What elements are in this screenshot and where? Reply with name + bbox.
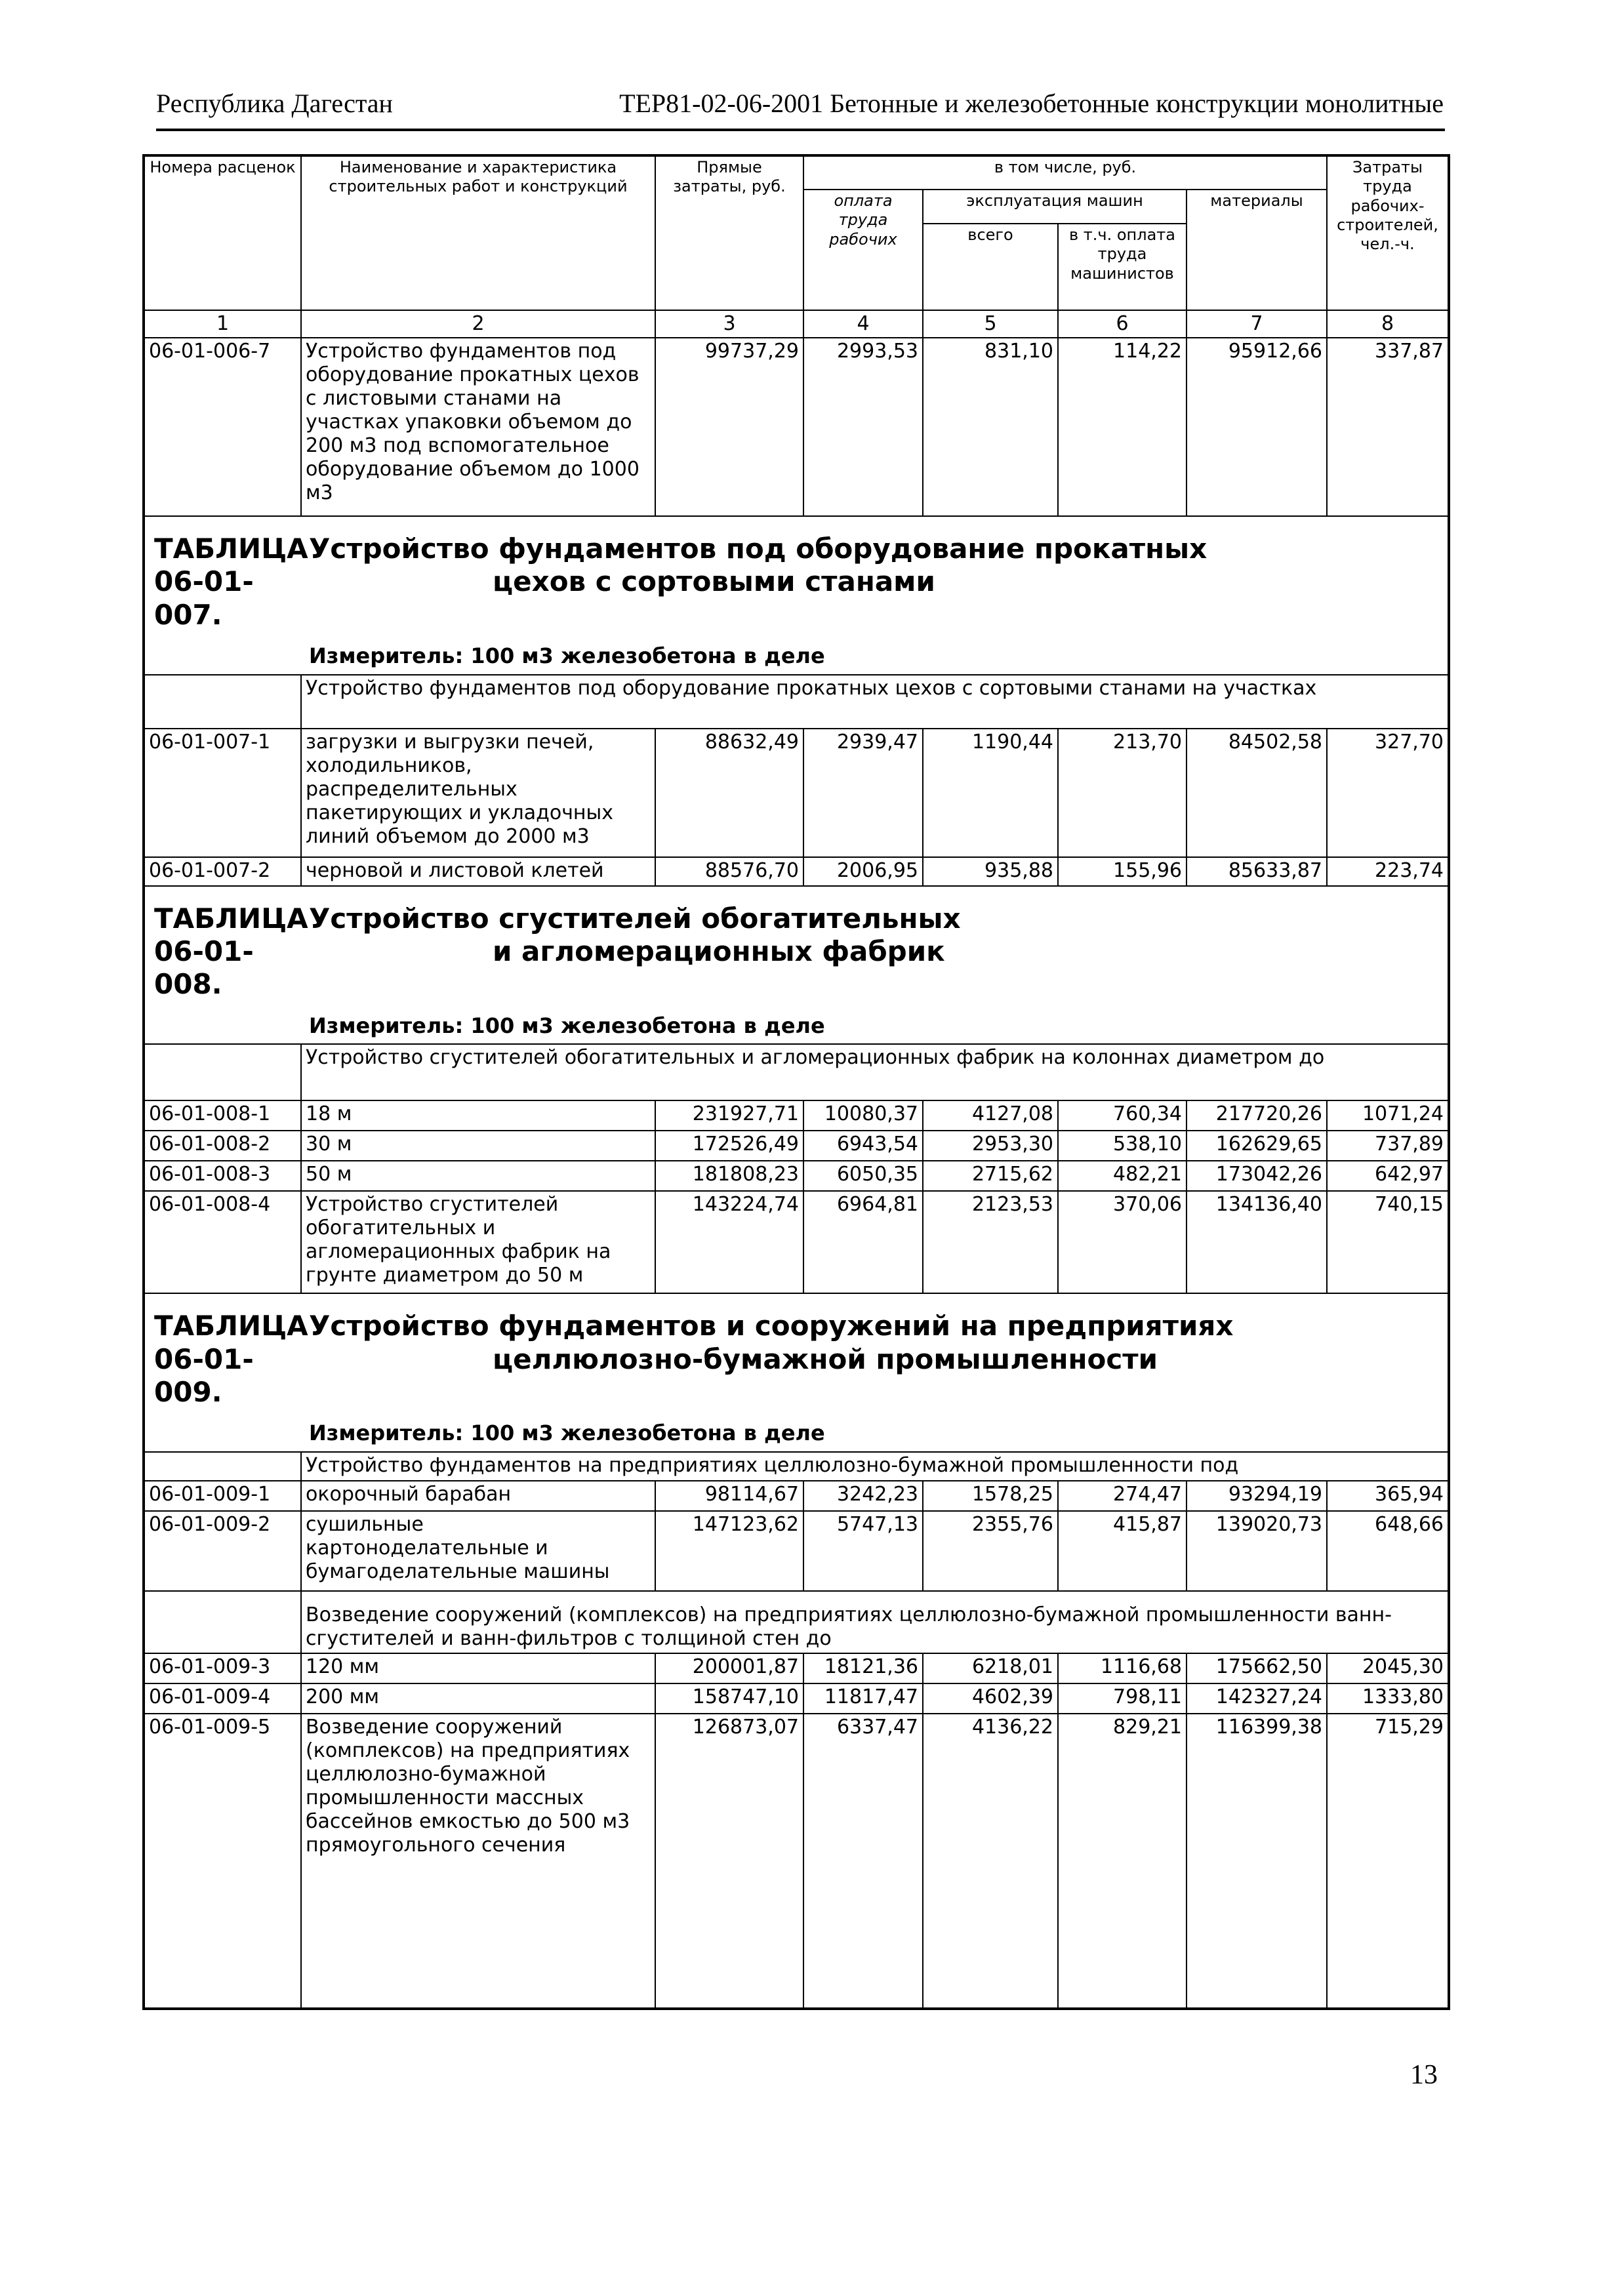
materials-cost: 173042,26 [1187, 1161, 1327, 1191]
direct-cost: 172526,49 [655, 1131, 803, 1161]
rate-code: 06-01-009-3 [144, 1653, 301, 1683]
rate-code: 06-01-008-2 [144, 1131, 301, 1161]
table-row [144, 857, 1449, 886]
rate-name: сушильные картоноделательные и бумагоделательные машины [301, 1511, 655, 1591]
column-number-row [144, 310, 1449, 338]
labor-hours: 648,66 [1327, 1511, 1449, 1591]
machinist-wages: 415,87 [1058, 1511, 1187, 1591]
direct-cost: 147123,62 [655, 1511, 803, 1591]
page-number: 13 [1410, 2060, 1438, 2090]
machine-total: 6218,01 [923, 1653, 1058, 1683]
rate-name: 30 м [301, 1131, 655, 1161]
section-label: ТАБЛИЦА 06-01-008. [154, 902, 308, 1001]
machinist-wages: 482,21 [1058, 1161, 1187, 1191]
machine-total: 2123,53 [923, 1191, 1058, 1293]
machinist-wages: 798,11 [1058, 1683, 1187, 1714]
col-header-wages: оплата труда рабочих [803, 190, 923, 310]
col-header-materials: материалы [1187, 190, 1327, 310]
table-row [144, 1714, 1449, 1884]
subheading: Возведение сооружений (комплексов) на предприятиях целлюлозно-бумажной промышленности ванн-сгустителей и ванн-фильтров с толщиной стен до [301, 1591, 1449, 1653]
rate-name: 200 мм [301, 1683, 655, 1714]
section-measure: Измеритель: 100 м3 железобетона в деле [309, 1013, 825, 1038]
subheading: Устройство фундаментов под оборудование прокатных цехов с сортовыми станами на участках [301, 675, 1449, 729]
section-title-line1: Устройство фундаментов под оборудование прокатных [309, 533, 1207, 565]
rate-code: 06-01-008-4 [144, 1191, 301, 1293]
materials-cost: 116399,38 [1187, 1714, 1327, 1884]
header-rule [156, 129, 1445, 131]
section-measure: Измеритель: 100 м3 железобетона в деле [309, 643, 825, 669]
labor-hours: 740,15 [1327, 1191, 1449, 1293]
table-row [144, 1653, 1449, 1683]
machine-total: 2953,30 [923, 1131, 1058, 1161]
rate-code: 06-01-007-2 [144, 857, 301, 886]
worker-wages: 5747,13 [803, 1511, 923, 1591]
labor-hours: 1333,80 [1327, 1683, 1449, 1714]
rate-name: 120 мм [301, 1653, 655, 1683]
worker-wages: 11817,47 [803, 1683, 923, 1714]
subheading-row [144, 1591, 1449, 1653]
col-header-mach-total: всего [923, 224, 1058, 310]
col-number: 4 [803, 310, 923, 338]
col-header-incl: в том числе, руб. [803, 155, 1327, 190]
col-header-direct: Прямые затраты, руб. [655, 155, 803, 310]
direct-cost: 200001,87 [655, 1653, 803, 1683]
section-label: ТАБЛИЦА 06-01-007. [154, 533, 308, 631]
col-number: 7 [1187, 310, 1327, 338]
worker-wages: 6337,47 [803, 1714, 923, 1884]
direct-cost: 181808,23 [655, 1161, 803, 1191]
labor-hours: 715,29 [1327, 1714, 1449, 1884]
machine-total: 1578,25 [923, 1481, 1058, 1511]
table-row [144, 1161, 1449, 1191]
machinist-wages: 760,34 [1058, 1100, 1187, 1131]
rate-name: 50 м [301, 1161, 655, 1191]
section-measure: Измеритель: 100 м3 железобетона в деле [309, 1420, 825, 1446]
header-region: Республика Дагестан [156, 89, 393, 118]
labor-hours: 223,74 [1327, 857, 1449, 886]
rate-name: Устройство фундаментов под оборудование прокатных цехов с листовыми станами на участках упаковки объемом до 200 м3 под вспомогательное оборудование объемом до 1000 м3 [301, 338, 655, 516]
table-row [144, 1131, 1449, 1161]
col-number: 3 [655, 310, 803, 338]
machinist-wages: 274,47 [1058, 1481, 1187, 1511]
machine-total: 4136,22 [923, 1714, 1058, 1884]
section-title-line2: целлюлозно-бумажной промышленности [493, 1342, 1158, 1375]
rate-code: 06-01-007-1 [144, 729, 301, 857]
worker-wages: 6943,54 [803, 1131, 923, 1161]
materials-cost: 162629,65 [1187, 1131, 1327, 1161]
worker-wages: 2939,47 [803, 729, 923, 857]
subheading: Устройство фундаментов на предприятиях целлюлозно-бумажной промышленности под [301, 1452, 1449, 1481]
machine-total: 2355,76 [923, 1511, 1058, 1591]
section-title-line1: Устройство сгустителей обогатительных [309, 902, 961, 935]
col-header-machines: эксплуатация машин [923, 190, 1187, 224]
rate-name: Возведение сооружений (комплексов) на предприятиях целлюлозно-бумажной промышленности массных бассейнов емкостью до 500 м3 прямоугольного сечения [301, 1714, 655, 1884]
worker-wages: 6050,35 [803, 1161, 923, 1191]
machinist-wages: 829,21 [1058, 1714, 1187, 1884]
labor-hours: 642,97 [1327, 1161, 1449, 1191]
col-number: 1 [144, 310, 301, 338]
rates-table [142, 154, 1450, 2010]
subheading-row [144, 1044, 1449, 1100]
subheading: Устройство сгустителей обогатительных и агломерационных фабрик на колоннах диаметром до [301, 1044, 1449, 1100]
materials-cost: 85633,87 [1187, 857, 1327, 886]
direct-cost: 98114,67 [655, 1481, 803, 1511]
worker-wages: 10080,37 [803, 1100, 923, 1131]
machine-total: 2715,62 [923, 1161, 1058, 1191]
labor-hours: 365,94 [1327, 1481, 1449, 1511]
direct-cost: 158747,10 [655, 1683, 803, 1714]
labor-hours: 327,70 [1327, 729, 1449, 857]
machine-total: 4127,08 [923, 1100, 1058, 1131]
machine-total: 4602,39 [923, 1683, 1058, 1714]
direct-cost: 143224,74 [655, 1191, 803, 1293]
col-header-name: Наименование и характеристика строительных работ и конструкций [301, 155, 655, 310]
machinist-wages: 538,10 [1058, 1131, 1187, 1161]
labor-hours: 1071,24 [1327, 1100, 1449, 1131]
table-row [144, 1100, 1449, 1131]
direct-cost: 88632,49 [655, 729, 803, 857]
subheading-row [144, 1452, 1449, 1481]
machine-total: 935,88 [923, 857, 1058, 886]
col-header-code: Номера расценок [144, 155, 301, 310]
table-row [144, 1481, 1449, 1511]
machinist-wages: 1116,68 [1058, 1653, 1187, 1683]
machinist-wages: 370,06 [1058, 1191, 1187, 1293]
machinist-wages: 155,96 [1058, 857, 1187, 886]
labor-hours: 737,89 [1327, 1131, 1449, 1161]
section-title-line2: и агломерационных фабрик [493, 935, 945, 967]
materials-cost: 175662,50 [1187, 1653, 1327, 1683]
direct-cost: 231927,71 [655, 1100, 803, 1131]
col-header-labor: Затраты труда рабочих-строителей, чел.-ч. [1327, 155, 1449, 310]
table-section-009 [144, 1293, 1449, 1452]
section-title-line1: Устройство фундаментов и сооружений на предприятиях [309, 1310, 1234, 1342]
rate-name: окорочный барабан [301, 1481, 655, 1511]
machine-total: 1190,44 [923, 729, 1058, 857]
materials-cost: 84502,58 [1187, 729, 1327, 857]
table-filler [144, 1884, 1449, 2009]
rate-name: черновой и листовой клетей [301, 857, 655, 886]
section-label: ТАБЛИЦА 06-01-009. [154, 1310, 308, 1408]
table-row [144, 1511, 1449, 1591]
direct-cost: 88576,70 [655, 857, 803, 886]
materials-cost: 95912,66 [1187, 338, 1327, 516]
header-row-1 [144, 155, 1449, 190]
materials-cost: 142327,24 [1187, 1683, 1327, 1714]
rate-name: Устройство сгустителей обогатительных и агломерационных фабрик на грунте диаметром до 50 м [301, 1191, 655, 1293]
header-document-title: ТЕР81-02-06-2001 Бетонные и железобетонные конструкции монолитные [619, 89, 1444, 118]
rate-code: 06-01-009-1 [144, 1481, 301, 1511]
table-section-008 [144, 886, 1449, 1045]
table-row [144, 1191, 1449, 1293]
col-number: 5 [923, 310, 1058, 338]
subheading-row [144, 675, 1449, 729]
table-row [144, 1683, 1449, 1714]
machine-total: 831,10 [923, 338, 1058, 516]
rate-name: 18 м [301, 1100, 655, 1131]
direct-cost: 126873,07 [655, 1714, 803, 1884]
materials-cost: 217720,26 [1187, 1100, 1327, 1131]
worker-wages: 2993,53 [803, 338, 923, 516]
col-number: 2 [301, 310, 655, 338]
worker-wages: 18121,36 [803, 1653, 923, 1683]
rate-name: загрузки и выгрузки печей, холодильников, распределительных пакетирующих и укладочных линий объемом до 2000 м3 [301, 729, 655, 857]
labor-hours: 337,87 [1327, 338, 1449, 516]
rate-code: 06-01-009-4 [144, 1683, 301, 1714]
machinist-wages: 114,22 [1058, 338, 1187, 516]
machinist-wages: 213,70 [1058, 729, 1187, 857]
materials-cost: 139020,73 [1187, 1511, 1327, 1591]
rate-code: 06-01-009-5 [144, 1714, 301, 1884]
rate-code: 06-01-009-2 [144, 1511, 301, 1591]
worker-wages: 3242,23 [803, 1481, 923, 1511]
running-header [156, 81, 1444, 131]
table-row [144, 338, 1449, 516]
direct-cost: 99737,29 [655, 338, 803, 516]
col-header-mach-wages: в т.ч. оплата труда машинистов [1058, 224, 1187, 310]
section-title-line2: цехов с сортовыми станами [493, 565, 935, 598]
worker-wages: 2006,95 [803, 857, 923, 886]
rate-code: 06-01-008-3 [144, 1161, 301, 1191]
col-number: 6 [1058, 310, 1187, 338]
materials-cost: 134136,40 [1187, 1191, 1327, 1293]
table-row [144, 729, 1449, 857]
table-section-007 [144, 516, 1449, 675]
labor-hours: 2045,30 [1327, 1653, 1449, 1683]
materials-cost: 93294,19 [1187, 1481, 1327, 1511]
col-number: 8 [1327, 310, 1449, 338]
rate-code: 06-01-006-7 [144, 338, 301, 516]
worker-wages: 6964,81 [803, 1191, 923, 1293]
rate-code: 06-01-008-1 [144, 1100, 301, 1131]
